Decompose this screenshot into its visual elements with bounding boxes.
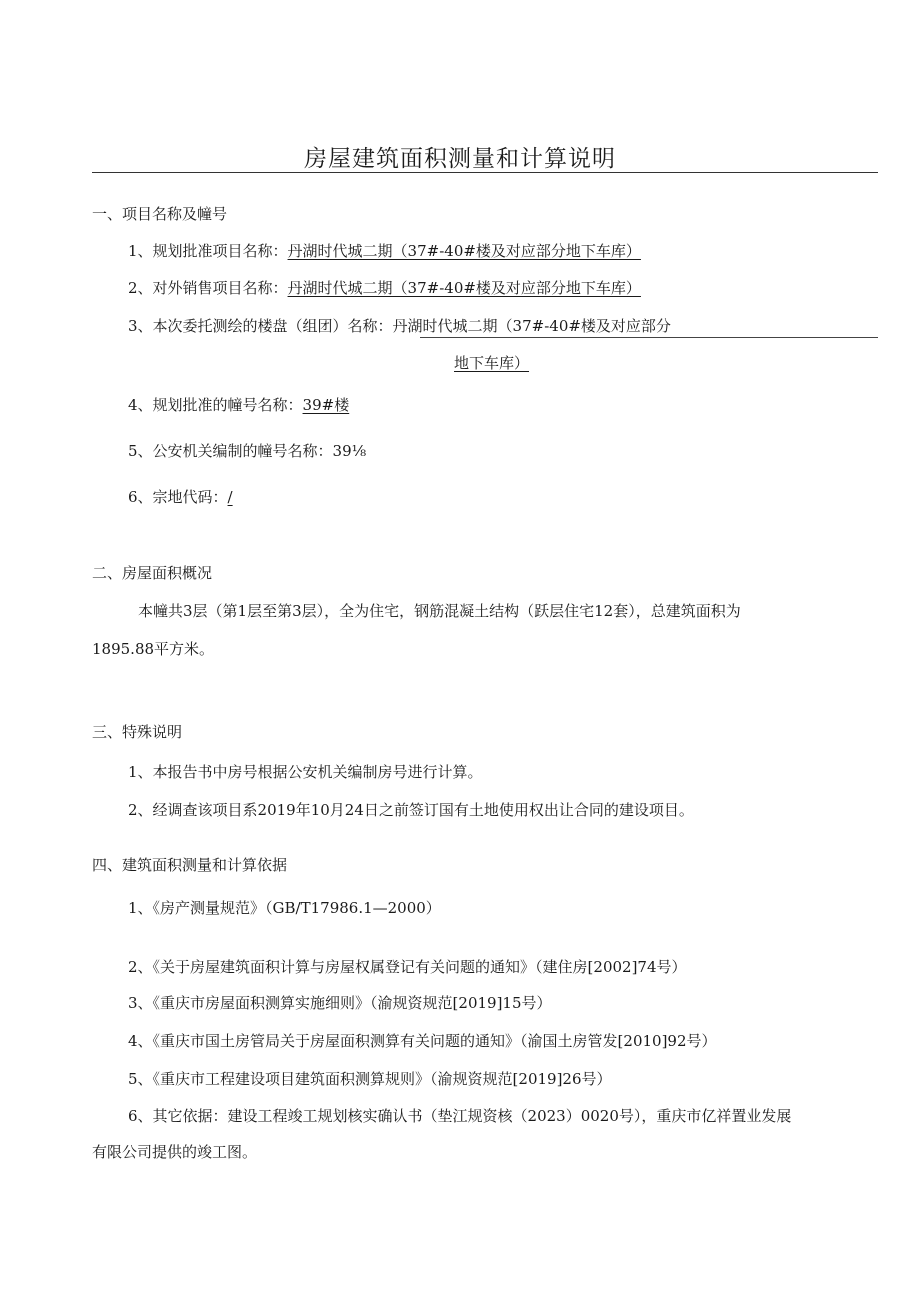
- basis-item-2: 2、《关于房屋建筑面积计算与房屋权属登记有关问题的通知》（建住房[2002]74号）: [128, 958, 687, 976]
- section3-heading: 三、特殊说明: [92, 723, 183, 741]
- value-underline: [420, 337, 878, 338]
- title-rule: [92, 172, 878, 173]
- special-note-2: 2、经调查该项目系2019年10月24日之前签订国有土地使用权出让合同的建设项目。: [128, 801, 694, 819]
- item-approved-building: [128, 395, 349, 415]
- item-value-cont: 地下车库）: [454, 354, 530, 372]
- basis-item-5: 5、《重庆市工程建设项目建筑面积测算规则》（渝规资规范[2019]26号）: [128, 1070, 612, 1088]
- item-value: 丹湖时代城二期（37#-40#楼及对应部分地下车库）: [287, 279, 641, 297]
- item-value: 丹湖时代城二期（37#-40#楼及对应部分地下车库）: [287, 242, 641, 260]
- item-value: 39#楼: [302, 396, 350, 414]
- basis-item-6-line1: 6、其它依据：建设工程竣工规划核实确认书（垫江规资核（2023）0020号），重庆市亿祥置业发展: [128, 1107, 792, 1125]
- basis-item-1: 1、《房产测量规范》（GB/T17986.1—2000）: [128, 899, 441, 917]
- section1-heading: 一、项目名称及幢号: [92, 205, 228, 223]
- section2-heading: 二、房屋面积概况: [92, 564, 213, 582]
- basis-item-3: 3、《重庆市房屋面积测算实施细则》（渝规资规范[2019]15号）: [128, 994, 552, 1012]
- item-value: 丹湖时代城二期（37#-40#楼及对应部分: [392, 317, 671, 335]
- area-summary-line1: 本幢共3层（第1层至第3层），全为住宅，钢筋混凝土结构（跃层住宅12套），总建筑面积为: [138, 602, 741, 620]
- item-planning-name: [128, 241, 641, 261]
- area-summary-line2: 1895.88平方米。: [92, 640, 215, 658]
- item-police-building: [128, 441, 366, 461]
- item-parcel-code: [128, 487, 233, 507]
- item-label: 1、规划批准项目名称：: [128, 242, 288, 260]
- item-commissioned-name-cont: [454, 353, 529, 373]
- item-label: 2、对外销售项目名称：: [128, 279, 288, 297]
- section4-heading: 四、建筑面积测量和计算依据: [92, 856, 288, 874]
- basis-item-6-line2: 有限公司提供的竣工图。: [92, 1143, 258, 1161]
- item-value: 39⅛: [332, 442, 367, 460]
- page-title: 房屋建筑面积测量和计算说明: [304, 146, 616, 172]
- item-sales-name: [128, 278, 641, 298]
- item-label: 3、本次委托测绘的楼盘（组团）名称：: [128, 317, 393, 335]
- item-value: /: [227, 488, 233, 506]
- special-note-1: 1、本报告书中房号根据公安机关编制房号进行计算。: [128, 763, 483, 781]
- basis-item-4: 4、《重庆市国土房管局关于房屋面积测算有关问题的通知》（渝国土房管发[2010]92号）: [128, 1032, 717, 1050]
- item-commissioned-name: [128, 316, 671, 336]
- item-label: 5、公安机关编制的幢号名称：: [128, 442, 333, 460]
- item-label: 4、规划批准的幢号名称：: [128, 396, 303, 414]
- item-label: 6、宗地代码：: [128, 488, 228, 506]
